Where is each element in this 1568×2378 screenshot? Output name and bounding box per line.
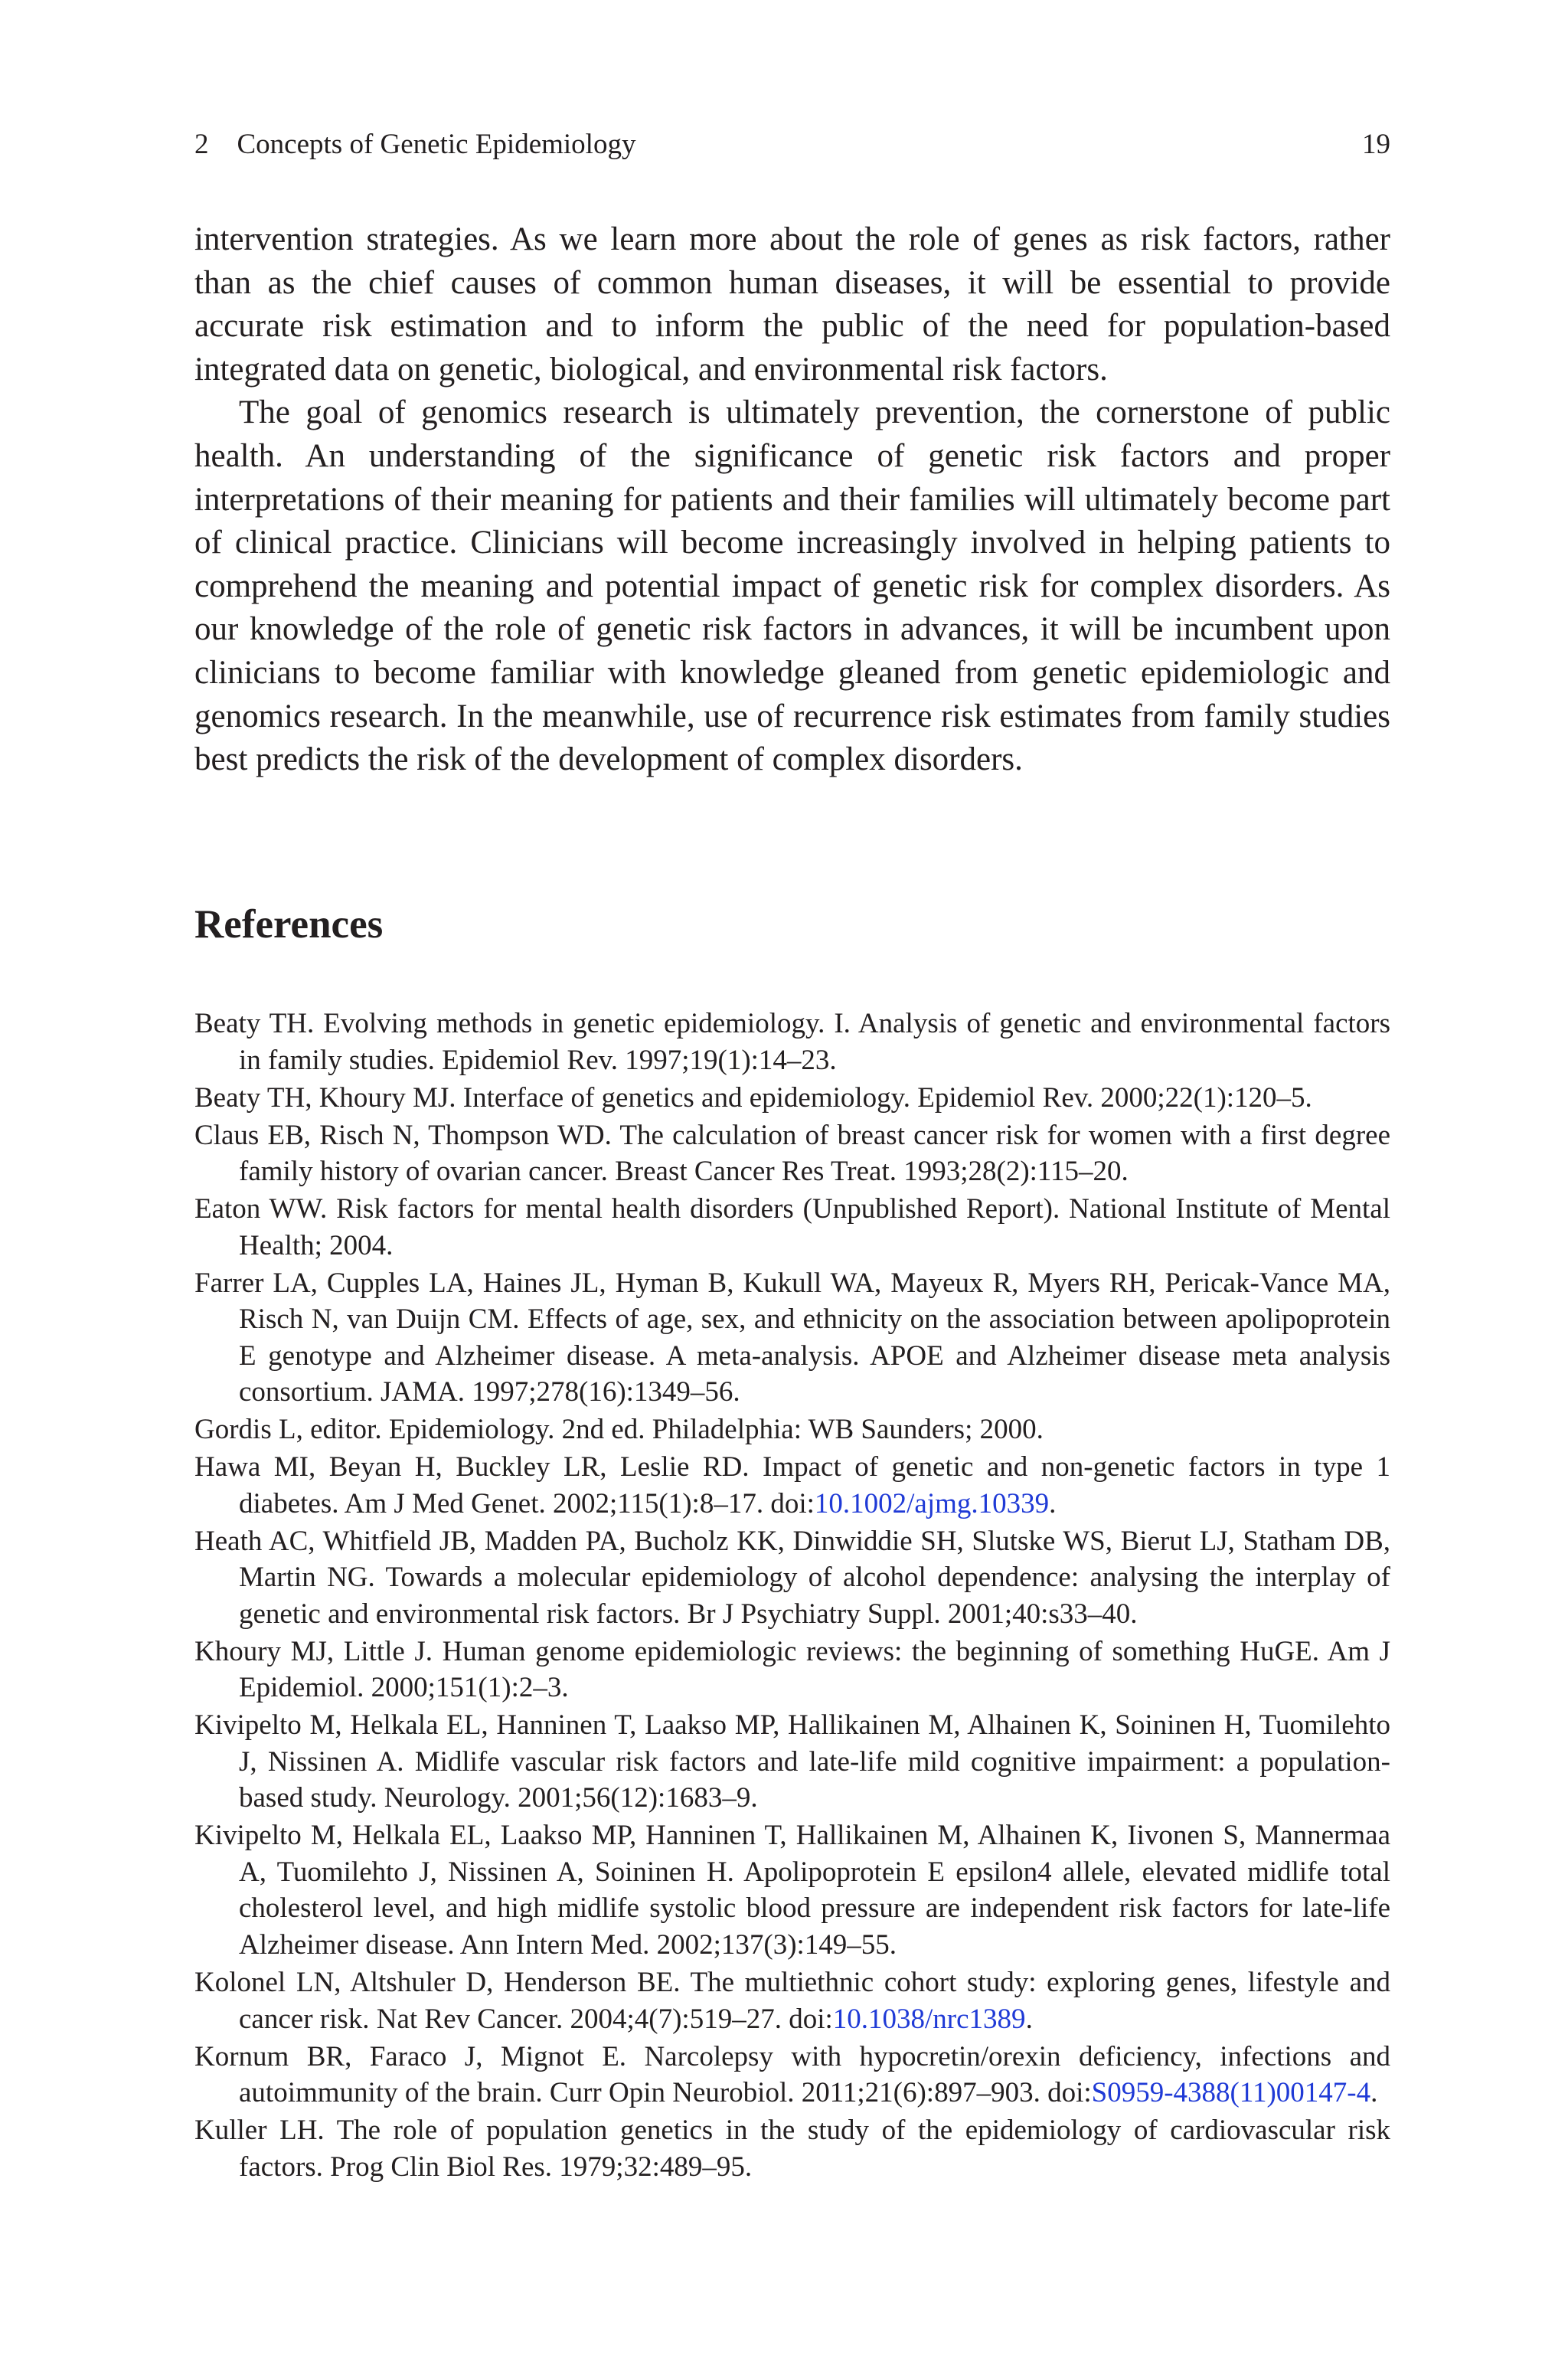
reference-item: Kornum BR, Faraco J, Mignot E. Narcolepsy with hypocretin/orexin deficiency, infections and autoimmunity of the brain. Curr Opin Neurobiol. 2011;21(6):897–903. doi:S0959-4388(11)00147-4. [194,2040,1390,2109]
reference-list [194,1006,1390,2187]
references-heading: References [194,902,384,947]
running-head-title [194,126,635,164]
reference-item: Eaton WW. Risk factors for mental health disorders (Unpublished Report). National Institute of Mental Health; 2004. [194,1193,1390,1261]
reference-item: Kolonel LN, Altshuler D, Henderson BE. The multiethnic cohort study: exploring genes, lifestyle and cancer risk. Nat Rev Cancer. 2004;4(7):519–27. doi:10.1038/nrc1389. [194,1967,1390,2035]
reference-item: Beaty TH. Evolving methods in genetic epidemiology. I. Analysis of genetic and environmental factors in family studies. Epidemiol Rev. 1997;19(1):14–23. [194,1008,1390,1076]
doi-link[interactable]: S0959-4388(11)00147-4 [1091,2077,1371,2109]
body-text [194,218,1390,782]
reference-item: Hawa MI, Beyan H, Buckley LR, Leslie RD. Impact of genetic and non-genetic factors in type 1 diabetes. Am J Med Genet. 2002;115(1):8–17. doi:10.1002/ajmg.10339. [194,1451,1390,1519]
reference-item: Claus EB, Risch N, Thompson WD. The calculation of breast cancer risk for women with a first degree family history of ovarian cancer. Breast Cancer Res Treat. 1993;28(2):115–20. [194,1119,1390,1188]
body-paragraph: intervention strategies. As we learn more about the role of genes as risk factors, rather than as the chief causes of common human diseases, it will be essential to provide accurate risk estimation and to inform the public of the need for population-based integrated data on genetic, biological, and environmental risk factors. [194,221,1390,388]
reference-item: Farrer LA, Cupples LA, Haines JL, Hyman B, Kukull WA, Mayeux R, Myers RH, Pericak-Vance MA, Risch N, van Duijn CM. Effects of age, sex, and ethnicity on the association between apolipoprotein E genotype and Alzheimer disease. A meta-analysis. APOE and Alzheimer disease meta analysis consortium. JAMA. 1997;278(16):1349–56. [194,1267,1390,1408]
body-paragraph: The goal of genomics research is ultimately prevention, the cornerstone of public health. An understanding of the significance of genetic risk factors and proper interpretations of their meaning for patients and their families will ultimately become part of clinical practice. Clinicians will become increasingly involved in helping patients to comprehend the meaning and potential impact of genetic risk for complex disorders. As our knowledge of the role of genetic risk factors in advances, it will be incumbent upon clinicians to become familiar with knowledge gleaned from genetic epidemiologic and genomics research. In the meanwhile, use of recurrence risk estimates from family studies best predicts the risk of the development of complex disorders. [194,394,1390,778]
reference-item: Khoury MJ, Little J. Human genome epidemiologic reviews: the beginning of something HuGE. Am J Epidemiol. 2000;151(1):2–3. [194,1635,1390,1704]
reference-item: Beaty TH, Khoury MJ. Interface of genetics and epidemiology. Epidemiol Rev. 2000;22(1):120–5. [194,1081,1312,1114]
page-number: 19 [1362,129,1390,160]
reference-item: Heath AC, Whitfield JB, Madden PA, Bucholz KK, Dinwiddie SH, Slutske WS, Bierut LJ, Statham DB, Martin NG. Towards a molecular epidemiology of alcohol dependence: analysing the interplay of genetic and environmental risk factors. Br J Psychiatry Suppl. 2001;40:s33–40. [194,1525,1390,1630]
reference-item: Kivipelto M, Helkala EL, Laakso MP, Hanninen T, Hallikainen M, Alhainen K, Iivonen S, Mannermaa A, Tuomilehto J, Nissinen A, Soininen H. Apolipoprotein E epsilon4 allele, elevated midlife total cholesterol level, and high midlife systolic blood pressure are independent risk factors for late-life Alzheimer disease. Ann Intern Med. 2002;137(3):149–55. [194,1820,1390,1961]
doi-link[interactable]: 10.1002/ajmg.10339 [814,1487,1050,1519]
chapter-title: Concepts of Genetic Epidemiology [237,129,636,160]
reference-item: Gordis L, editor. Epidemiology. 2nd ed. Philadelphia: WB Saunders; 2000. [194,1414,1044,1446]
reference-item: Kuller LH. The role of population genetics in the study of the epidemiology of cardiovascular risk factors. Prog Clin Biol Res. 1979;32:489–95. [194,2115,1390,2183]
chapter-number: 2 [194,129,209,160]
running-head [194,126,1390,164]
doi-link[interactable]: 10.1038/nrc1389 [832,2003,1026,2035]
reference-item: Kivipelto M, Helkala EL, Hanninen T, Laakso MP, Hallikainen M, Alhainen K, Soininen H, Tuomilehto J, Nissinen A. Midlife vascular risk factors and late-life mild cognitive impairment: a population-based study. Neurology. 2001;56(12):1683–9. [194,1709,1390,1814]
